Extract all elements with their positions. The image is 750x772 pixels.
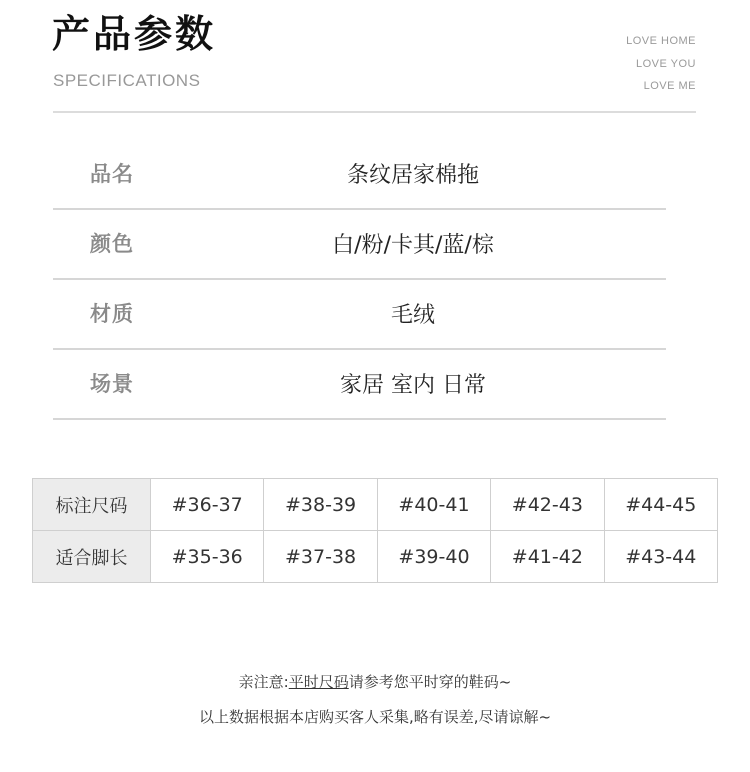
page-title: 产品参数 <box>52 12 217 56</box>
table-cell: #36-37 <box>151 479 264 531</box>
note-underlined: 平时尺码 <box>288 673 349 691</box>
table-cell: #44-45 <box>604 479 717 531</box>
spec-list <box>53 140 666 420</box>
spec-row-name <box>53 140 666 210</box>
tagline-love-home: LOVE HOME <box>626 35 696 47</box>
spec-label: 场景 <box>90 372 134 396</box>
page-subtitle: SPECIFICATIONS <box>53 71 201 90</box>
size-table <box>32 478 718 583</box>
tagline-love-you: LOVE YOU <box>635 57 696 70</box>
table-cell: #35-36 <box>151 531 264 583</box>
spec-row-color <box>53 210 666 280</box>
tagline-block <box>626 30 696 98</box>
note-line-2: 以上数据根据本店购买客人采集,略有误差,尽请谅解~ <box>198 708 552 726</box>
spec-value: 毛绒 <box>390 303 435 328</box>
spec-label: 品名 <box>90 162 134 186</box>
table-cell: #43-44 <box>604 531 717 583</box>
spec-value: 条纹居家棉拖 <box>346 163 479 188</box>
row-header: 适合脚长 <box>33 531 151 583</box>
note-suffix: 请参考您平时穿的鞋码~ <box>348 673 512 691</box>
note-prefix: 亲注意: <box>238 673 289 691</box>
table-cell: #42-43 <box>491 479 604 531</box>
row-header: 标注尺码 <box>33 479 151 531</box>
table-cell: #41-42 <box>491 531 604 583</box>
table-cell: #38-39 <box>264 479 377 531</box>
table-cell: #39-40 <box>377 531 490 583</box>
table-row-marked-size <box>33 479 718 531</box>
header-divider <box>53 111 696 113</box>
spec-value: 家居 室内 日常 <box>340 373 486 398</box>
note-line-1 <box>0 671 750 692</box>
spec-label: 材质 <box>90 302 134 326</box>
spec-row-material <box>53 280 666 350</box>
table-cell: #37-38 <box>264 531 377 583</box>
spec-label: 颜色 <box>90 232 134 256</box>
spec-row-scene <box>53 350 666 420</box>
table-row-foot-length <box>33 531 718 583</box>
spec-value: 白/粉/卡其/蓝/棕 <box>332 233 494 258</box>
table-cell: #40-41 <box>377 479 490 531</box>
tagline-love-me: LOVE ME <box>643 80 696 92</box>
